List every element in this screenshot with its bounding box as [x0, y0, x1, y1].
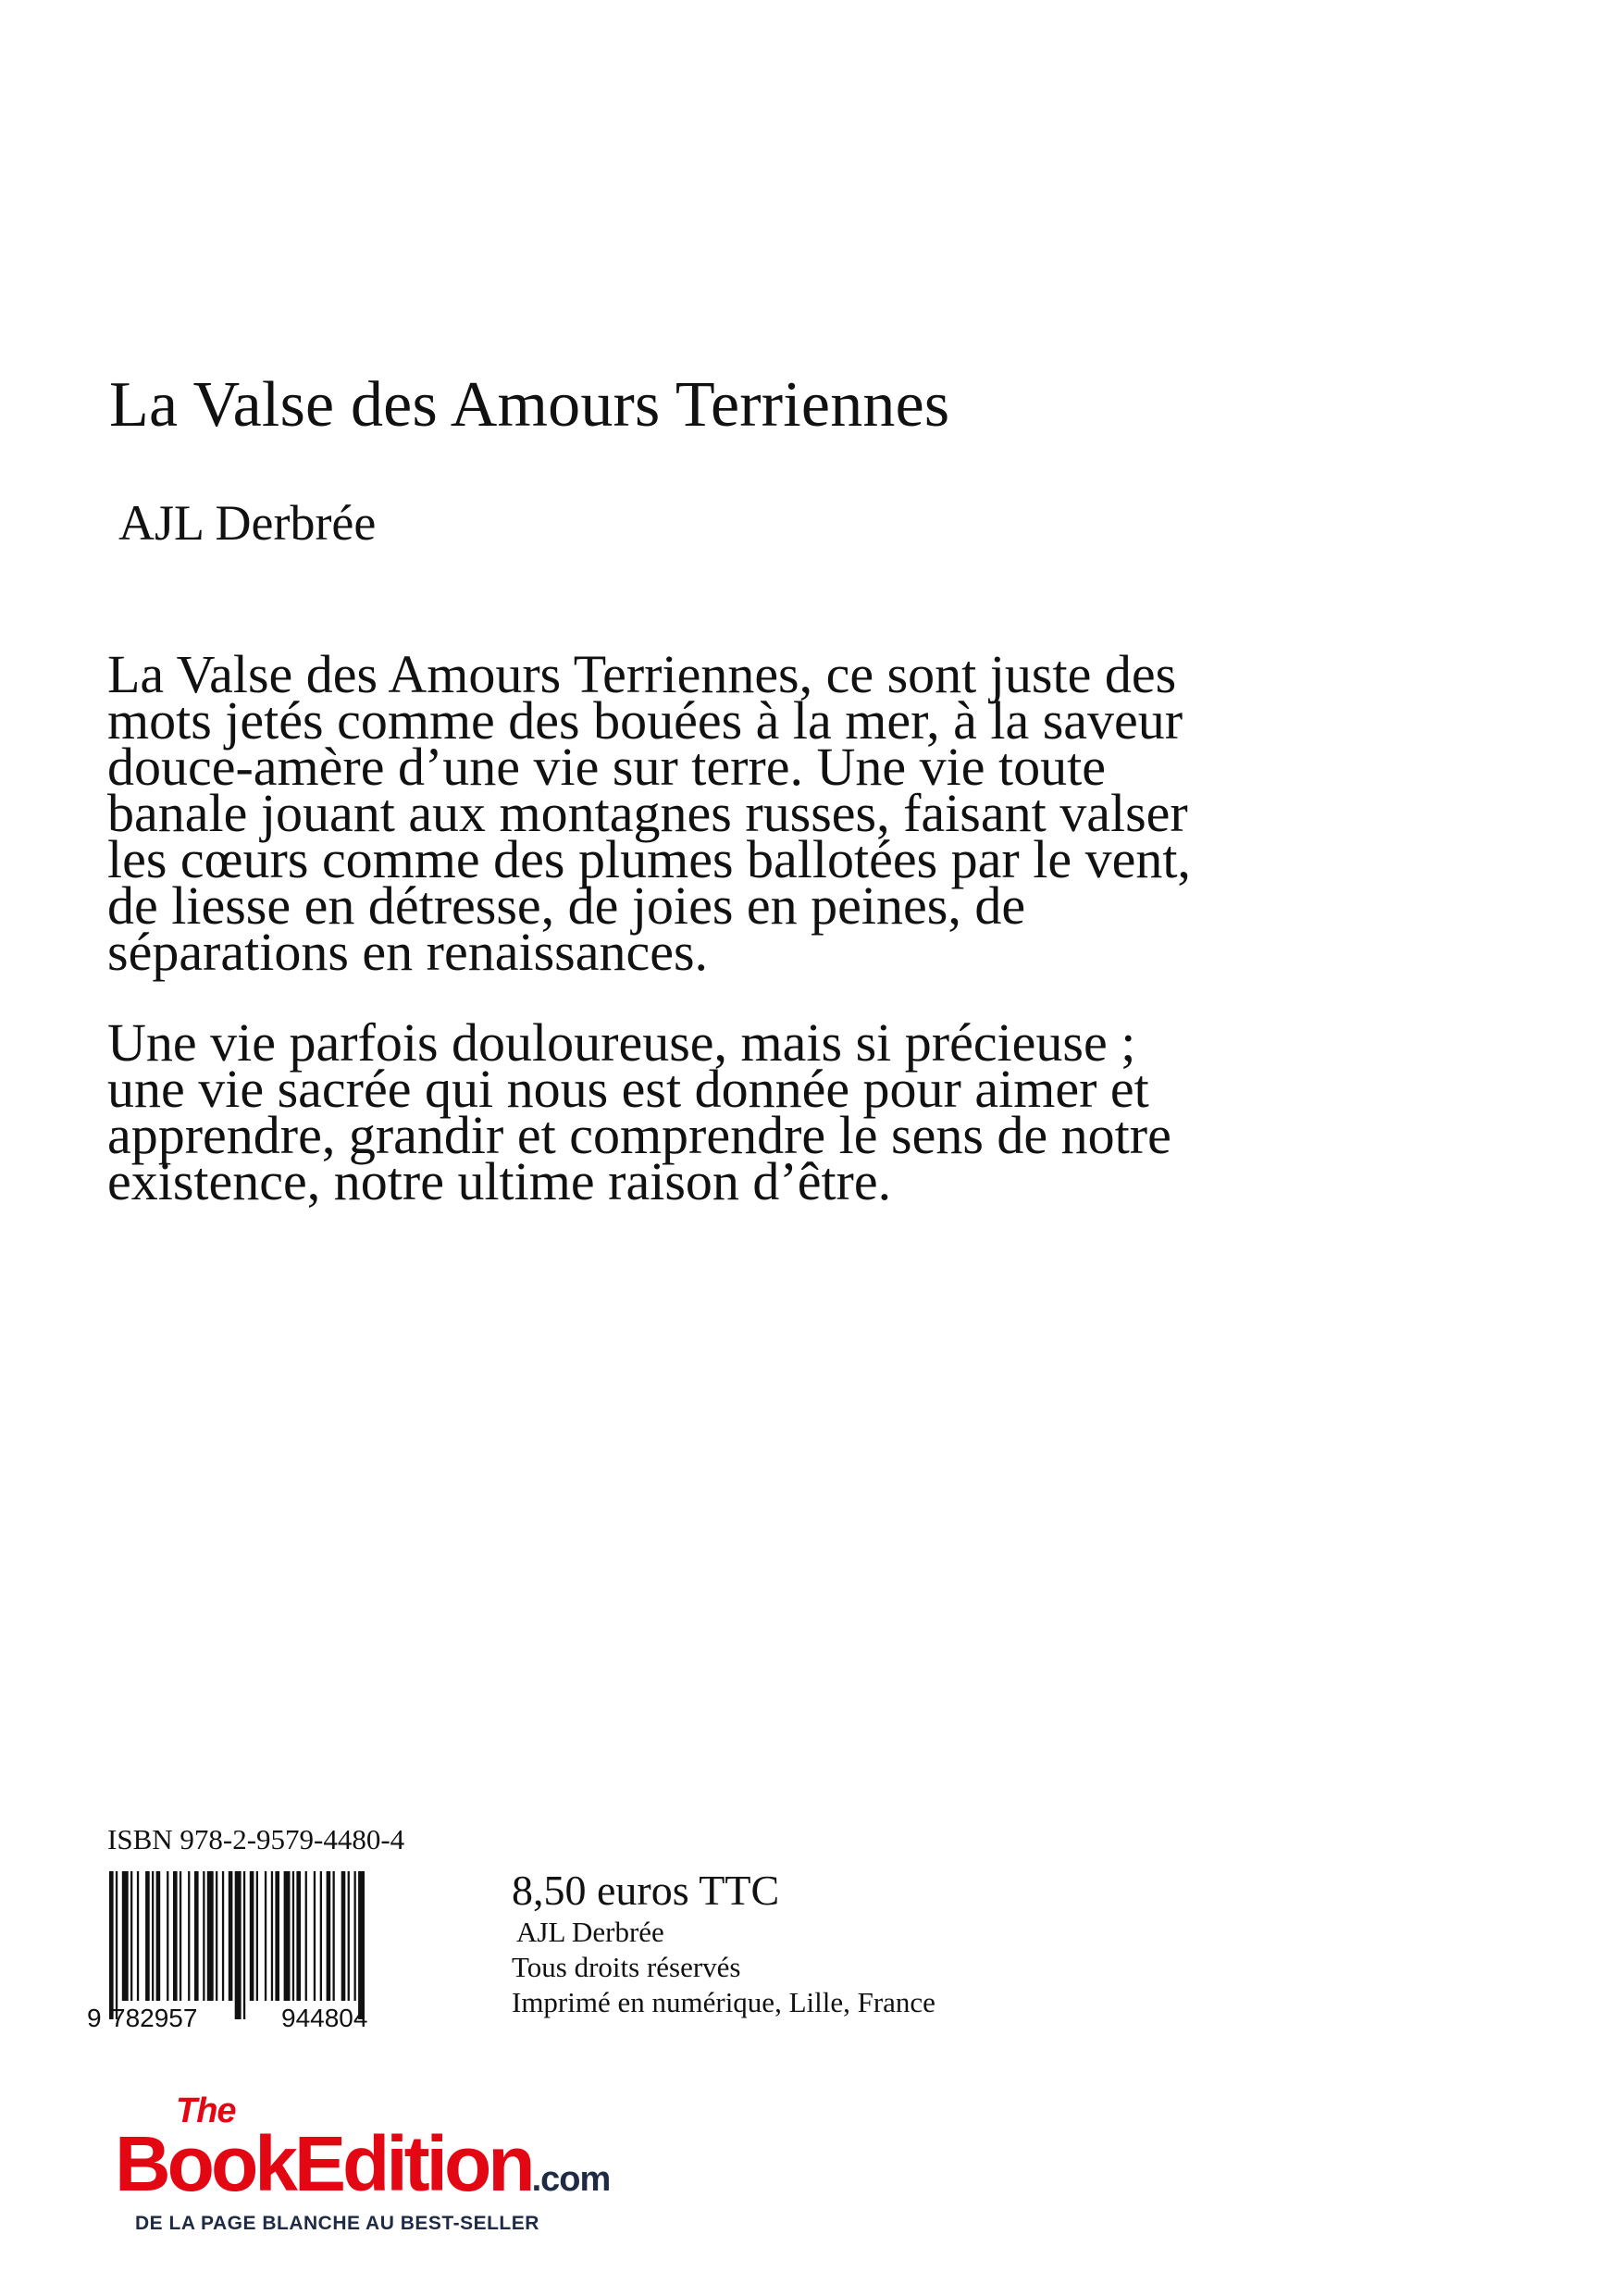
back-cover-blurb	[107, 644, 1199, 1249]
isbn-barcode	[83, 1869, 453, 2031]
logo-book: Book	[115, 2120, 294, 2207]
barcode-bar	[180, 1871, 181, 2001]
logo-edition: Edition	[294, 2120, 532, 2207]
barcode-digits-right: 944804	[281, 2004, 368, 2031]
rights-statement: Tous droits réservés	[512, 1951, 741, 1983]
logo-tagline: DE LA PAGE BLANCHE AU BEST-SELLER	[135, 2213, 539, 2234]
barcode-digit-first: 9	[87, 2004, 102, 2031]
barcode-digits-left: 782957	[111, 2004, 198, 2031]
barcode-bar	[109, 1871, 114, 2019]
barcode-bar	[207, 1871, 214, 2001]
barcode-bar	[156, 1871, 161, 2001]
isbn-label: ISBN 978-2-9579-4480-4	[107, 1823, 405, 1855]
barcode-bar	[284, 1871, 291, 2001]
barcode-bar	[292, 1871, 294, 2001]
barcode-bar	[188, 1871, 190, 2001]
barcode-bar	[137, 1871, 139, 2001]
copyright-author: AJL Derbrée	[516, 1916, 664, 1948]
barcode-bar	[333, 1871, 335, 2001]
barcode-bar	[130, 1871, 132, 2001]
barcode-bar	[122, 1871, 129, 2001]
barcode-bar	[250, 1871, 254, 2001]
barcode-bar	[173, 1871, 178, 2001]
barcode-bar	[167, 1871, 168, 2001]
barcode-bar	[203, 1871, 204, 2001]
book-title: La Valse des Amours Terriennes	[109, 369, 950, 441]
barcode-bar	[271, 1871, 273, 2001]
book-author: AJL Derbrée	[118, 495, 377, 551]
barcode-bar	[305, 1871, 307, 2001]
barcode-bar	[358, 1871, 365, 2019]
barcode-bar	[341, 1871, 346, 2001]
price: 8,50 euros TTC	[512, 1867, 780, 1914]
logo-the: The	[176, 2091, 236, 2130]
print-location: Imprimé en numérique, Lille, France	[512, 1986, 935, 2018]
logo-wordmark	[115, 2120, 611, 2207]
barcode-bar	[194, 1871, 199, 2001]
barcode-bar	[145, 1871, 150, 2001]
barcode-bar	[348, 1871, 350, 2001]
blurb-paragraph-2: Une vie parfois douloureuse, mais si précieuse ; une vie sacrée qui nous est donnée pour aimer et apprendre, grandir et comprendre le sens de notre existence, notre ultime raison d’être.	[107, 1012, 1171, 1211]
barcode-bar	[222, 1871, 224, 2001]
barcode-bar	[320, 1871, 322, 2001]
blurb-paragraph-1: La Valse des Amours Terriennes, ce sont juste des mots jetés comme des bouées à la mer, à la saveur douce-amère d’une vie sur terre. Une vie toute banale jouant aux montagnes russes, faisant valser les cœurs comme des plumes ballotées par le vent, de liesse en détresse, de joies en peines, de séparations en renaissances.	[107, 644, 1191, 982]
barcode-bar	[327, 1871, 331, 2001]
barcode-bar	[229, 1871, 233, 2001]
barcode-bar	[116, 1871, 118, 2019]
barcode-bars	[109, 1871, 365, 2019]
barcode-bar	[354, 1871, 356, 2001]
barcode-bar	[235, 1871, 242, 2019]
barcode-bar	[314, 1871, 316, 2001]
barcode-bar	[265, 1871, 266, 2001]
barcode-bar	[256, 1871, 258, 2001]
barcode-bar	[296, 1871, 301, 2001]
logo-dotcom: .com	[531, 2160, 611, 2199]
barcode-bar	[216, 1871, 217, 2001]
barcode-bar	[243, 1871, 245, 2019]
barcode-bar	[275, 1871, 279, 2001]
barcode-bar	[152, 1871, 154, 2001]
